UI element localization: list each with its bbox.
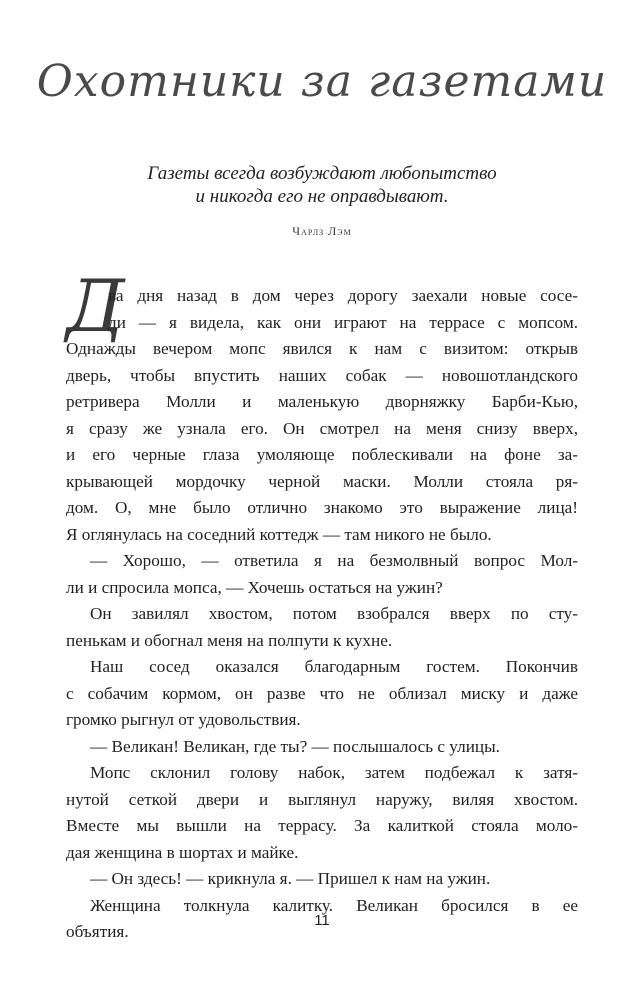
text-line: — Он здесь! — крикнула я. — Пришел к нам на ужин. — [90, 869, 491, 888]
body-text — [66, 283, 578, 946]
text-line: дверь, чтобы впустить наших собак — новошотландского — [66, 365, 578, 385]
text-line: — Великан! Великан, где ты? — послышалось с улицы. — [90, 736, 500, 756]
epigraph-line: и никогда его не оправдывают. — [195, 186, 449, 207]
text-line: дом. О, мне было отлично знакомо это выражение лица! — [66, 498, 578, 517]
text-line: пенькам и обогнал меня на полпути к кухне. — [66, 630, 393, 650]
text-line: крывающей мордочку черной маски. Молли стояла ря- — [66, 471, 578, 491]
text-line: и его черные глаза умоляюще поблескивали на фоне за- — [66, 445, 578, 464]
text-line: ретривера Молли и маленькую дворняжку Барби-Кью, — [66, 392, 578, 411]
epigraph-author: Чарлз Лэм — [292, 224, 352, 238]
text-line: — Хорошо, — ответила я на безмолвный вопрос Мол- — [90, 551, 578, 570]
text-line: Однажды вечером мопс явился к нам с визитом: открыв — [66, 339, 578, 358]
text-line: Он завилял хвостом, потом взобрался вверх по сту- — [90, 604, 578, 623]
text-line: Наш сосед оказался благодарным гостем. Покончив — [90, 657, 578, 676]
page-number: 11 — [314, 912, 330, 929]
text-line: Я оглянулась на соседний коттедж — там никого не было. — [66, 524, 492, 544]
chapter-title: Охотники за газетами — [36, 56, 608, 107]
text-line: ди — я видела, как они играют на террасе с мопсом. — [108, 312, 578, 332]
text-line: нутой сеткой двери и выглянул наружу, виляя хвостом. — [66, 789, 578, 809]
drop-cap: Д — [66, 264, 125, 348]
text-line: дая женщина в шортах и майке. — [66, 842, 299, 862]
epigraph-line: Газеты всегда возбуждают любопытство — [147, 163, 497, 184]
text-line: объятия. — [66, 922, 129, 941]
text-line: ва дня назад в дом через дорогу заехали новые сосе- — [108, 286, 578, 305]
text-line: Мопс склонил голову набок, затем подбежал к затя- — [90, 763, 578, 782]
text-line: ли и спросила мопса, — Хочешь остаться на ужин? — [66, 577, 443, 597]
text-line: громко рыгнул от удовольствия. — [66, 710, 301, 729]
text-line: я сразу же узнала его. Он смотрел на меня снизу вверх, — [66, 418, 578, 438]
text-line: с собачим кормом, он разве что не облизал миску и даже — [66, 683, 578, 703]
epigraph — [0, 162, 644, 208]
text-line: Вместе мы вышли на террасу. За калиткой стояла моло- — [66, 816, 578, 835]
text-line: Женщина толкнула калитку. Великан бросился в ее — [90, 895, 578, 915]
